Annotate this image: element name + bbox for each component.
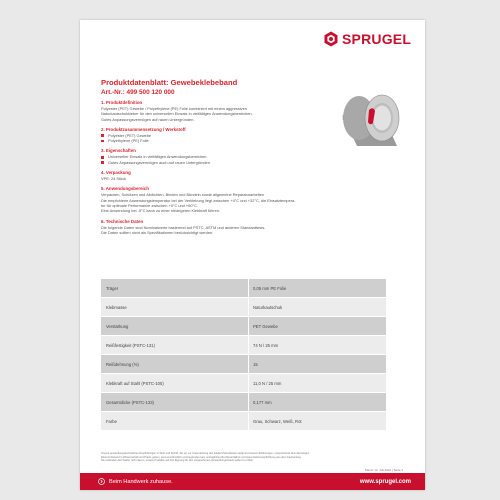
- section-text: Die folgende Daten sind Nominalwerte basierend auf PSTC, ASTM und anderen Standardtests.: [101, 224, 266, 230]
- section-text: Gutes Anpassungsvermögen auf rauen Untergründen.: [101, 116, 195, 122]
- section-text: Eine Anwendung bei -5°C kann zu einer niedrigeren Klebkraft führen.: [101, 208, 220, 214]
- bullet-icon: [101, 161, 104, 164]
- document-title: Produktdatenblatt: Gewebeklebeband: [101, 78, 238, 87]
- table-cell-value: 0,177 mm: [248, 393, 386, 411]
- list-item-text: Polyester (PET) Gewebe: [108, 132, 152, 138]
- footer-claim: [98, 473, 173, 490]
- table-cell-value: 74 N / 25 mm: [248, 336, 386, 354]
- table-cell-key: Gesamtdicke (PSTC-133): [106, 399, 154, 405]
- footnote-line: Sie entbinden den Käufer nicht davon, unsere Produkte auf ihre Eignung für den vorgesehenen Verwendungszweck selbst zu prüfen.: [101, 459, 254, 462]
- list-item: [101, 138, 401, 143]
- section-heading: 2. Produktzusammensetzung / Werkstoff: [101, 126, 186, 132]
- table-row: [101, 355, 386, 374]
- table-cell-key: Träger: [106, 285, 119, 291]
- article-number: Art.-Nr.: 499 500 120 000: [101, 89, 175, 96]
- section-text: Die empfohlene Anwendungstemperatur bei der Verklebung liegt zwischen +4°C und +32°C, die Einsatztempera-: [101, 197, 296, 203]
- section-text: Naturkautschukkleber für den universellen Einsatz in vielfältigen Anwendungsbereichen.: [101, 111, 253, 117]
- footnote-line: Unsere anwendungstechnischen Empfehlungen in Wort und Schrift, die wir zur Unterstützung des Käufers/Verarbeiters aufgrund unserer Erfahrungen, entsprechend dem derzeitigen: [101, 452, 310, 455]
- table-row: [101, 374, 386, 393]
- brand-logo: [323, 31, 411, 47]
- content-sections: [101, 100, 401, 235]
- section-heading: 5. Anwendungsbereich: [101, 186, 149, 192]
- list-item-text: Universeller Einsatz in vielfältigen Anwendungsbereichen: [108, 154, 207, 160]
- table-cell-key: Klebmasse: [106, 304, 127, 310]
- table-cell-value: Naturkautschuk: [248, 298, 386, 316]
- table-cell-key: Reißdehnung (%): [106, 361, 139, 367]
- table-cell-key: Reißfestigkeit (PSTC-131): [106, 342, 155, 348]
- section-heading: 1. Produktdefinition: [101, 100, 143, 105]
- datasheet-page: [80, 20, 425, 490]
- website-link[interactable]: www.sprugel.com: [359, 478, 411, 485]
- section-text: Polyester (PET) Gewebe / Polyethylene (PE) Folie kombiniert mit einem aggressiven: [101, 106, 247, 111]
- table-cell-value: 15: [248, 355, 386, 373]
- table-cell-value: 0,05 mm PE Folie: [248, 279, 386, 297]
- bullet-icon: [101, 140, 104, 143]
- arrow-right-icon: [98, 478, 105, 485]
- list-item-text: Polyethylene (PE) Folie: [108, 138, 149, 144]
- bullet-icon: [101, 156, 104, 159]
- logo-mark-icon: [323, 31, 339, 47]
- table-cell-value: 11,0 N / 25 mm: [248, 374, 386, 392]
- list-item-text: Gutes Anpassungsvermögen auch auf rauen Untergründen: [108, 159, 210, 165]
- table-cell-key: Klebkraft auf Stahl (PSTC-105): [106, 380, 164, 386]
- revision-date: Stand: 12. Juli 2016 | Seite 1: [364, 468, 403, 472]
- table-row: [101, 279, 386, 298]
- table-row: [101, 393, 386, 412]
- section-text: Verpacken, Schützen und Abdichten, Binden und Bündeln sowie allgemeine Reparaturarbeiten: [101, 192, 265, 198]
- disclaimer-footnote: [101, 452, 401, 463]
- list-item: [101, 160, 401, 165]
- table-cell-key: Verstärkung: [106, 323, 129, 329]
- section-text: Die Daten sollten nicht als Spezifikationen berücksichtigt werden.: [101, 229, 214, 235]
- section-heading: 6. Technische Daten: [101, 218, 144, 224]
- footer-bar: [80, 473, 425, 490]
- section-text: VPE: 24 Stück: [101, 176, 127, 182]
- table-row: [101, 412, 386, 431]
- table-row: [101, 317, 386, 336]
- brand-name: SPRUGEL: [342, 31, 412, 47]
- section-heading: 3. Eigenschaften: [101, 148, 136, 154]
- tech-data-table: [101, 279, 386, 431]
- section-text: tur für optimale Performance zwischen +0°C und +60°C.: [101, 202, 198, 208]
- table-row: [101, 336, 386, 355]
- section-heading: 4. Verpackung: [101, 170, 131, 176]
- table-cell-key: Farbe: [106, 418, 117, 424]
- bullet-icon: [101, 134, 104, 137]
- footer-claim-text: Beim Handwerk zuhause.: [109, 478, 173, 485]
- footnote-line: Erkenntnisstand in Wissenschaft und Praxis geben, sind unverbindlich und begründen kein vertragliches Rechtsverhältnis und keine Nebenverpflichtung aus dem Kaufvertrag.: [101, 455, 302, 459]
- table-cell-value: PET Gewebe: [248, 317, 386, 335]
- table-row: [101, 298, 386, 317]
- table-cell-value: Grau, Schwarz, Weiß, Rot: [248, 412, 386, 430]
